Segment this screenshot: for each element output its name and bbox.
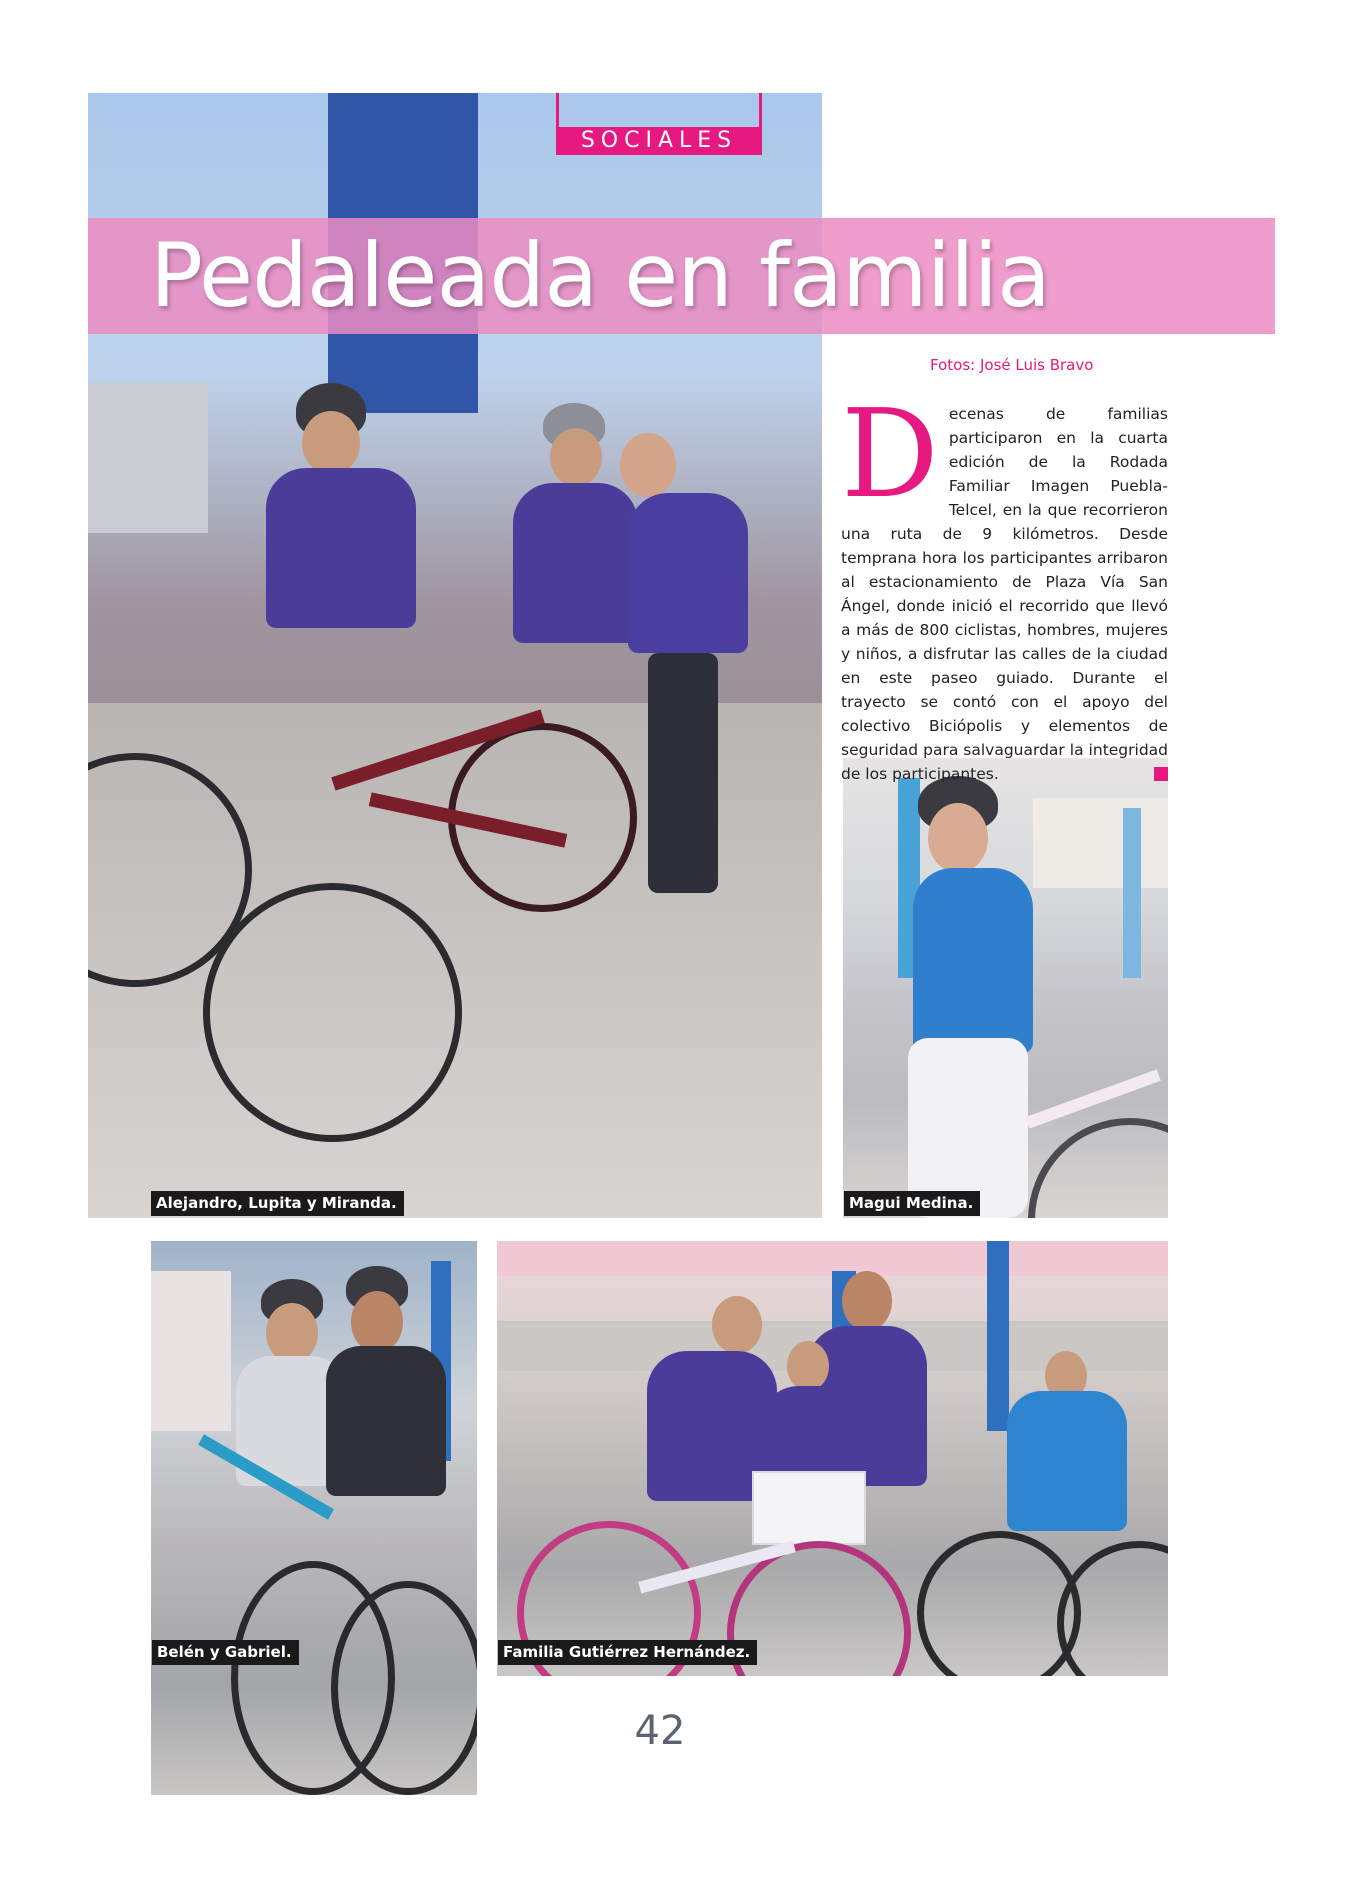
- bike-basket: [752, 1471, 866, 1545]
- person-head: [928, 803, 988, 873]
- photo-belen: [151, 1241, 477, 1795]
- bike-wheel: [1057, 1541, 1168, 1676]
- person-shirt: [513, 483, 638, 643]
- backdrop: [151, 1271, 231, 1431]
- building: [1033, 798, 1168, 888]
- bike-wheel: [203, 883, 462, 1142]
- banner-flag: [987, 1241, 1009, 1431]
- page-number: 42: [634, 1708, 686, 1754]
- photo-credit: Fotos: José Luis Bravo: [930, 356, 1094, 374]
- article-body: [841, 383, 1168, 786]
- person-jacket: [1007, 1391, 1127, 1531]
- person-shirt: [628, 493, 748, 653]
- person-shirt: [266, 468, 416, 628]
- person-head: [787, 1341, 829, 1391]
- end-mark-icon: [1154, 767, 1168, 781]
- photo-caption: Magui Medina.: [844, 1191, 980, 1216]
- photo-caption: Familia Gutiérrez Hernández.: [498, 1640, 757, 1665]
- person-head: [302, 411, 360, 475]
- person-head: [266, 1303, 318, 1363]
- photo-caption: Alejandro, Lupita y Miranda.: [151, 1191, 404, 1216]
- person-head: [842, 1271, 892, 1331]
- person-head: [550, 428, 602, 486]
- person-head: [351, 1291, 403, 1353]
- person-jacket: [913, 868, 1033, 1053]
- person-jacket: [326, 1346, 446, 1496]
- person-head: [712, 1296, 762, 1354]
- banner-flag: [1123, 808, 1141, 978]
- bike-wheel: [917, 1531, 1081, 1676]
- drop-cap: D: [841, 383, 939, 525]
- person-legs: [648, 653, 718, 893]
- article-text: ecenas de familias participaron en la cuarta edición de la Rodada Familiar Imagen Puebla-Telcel, en la que recorrieron una ruta de 9 kilómetros. Desde temprana hora los participantes arribaron al estacionamiento de Plaza Vía San Ángel, donde inició el recorrido que llevó a más de 800 ciclistas, hombres, mujeres y niños, a disfrutar las calles de la ciudad en este paseo guiado. Durante el trayecto se contó con el apoyo del colectivo Biciópolis y elementos de seguridad para salvaguardar la integridad de los participantes.: [841, 405, 1168, 783]
- page-title: Pedaleada en familia: [150, 224, 1050, 327]
- person-head: [620, 433, 676, 497]
- photo-caption: Belén y Gabriel.: [152, 1640, 299, 1665]
- photo-familia: [497, 1241, 1168, 1676]
- bike-wheel: [331, 1581, 477, 1795]
- section-label: SOCIALES: [556, 127, 762, 155]
- photo-magui: [843, 758, 1168, 1218]
- bike-wheel: [1028, 1118, 1168, 1218]
- building: [88, 383, 208, 533]
